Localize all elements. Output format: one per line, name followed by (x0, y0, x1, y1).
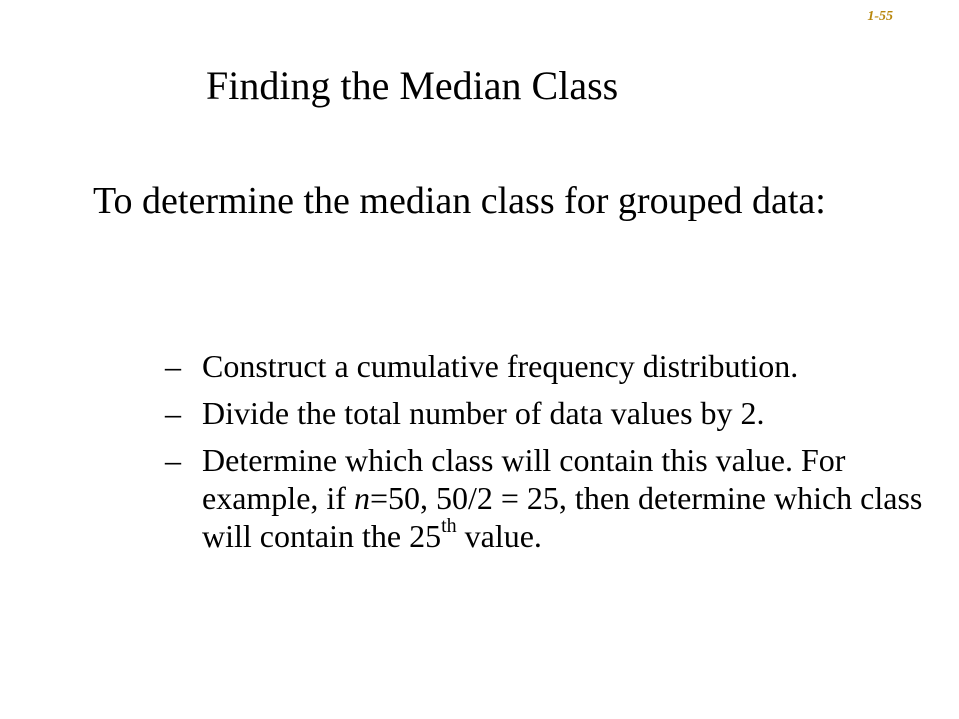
bullet-text: Divide the total number of data values by 2. (202, 395, 765, 431)
slide-title: Finding the Median Class (206, 63, 619, 108)
bullet-text-tail: value. (456, 518, 542, 554)
dash-bullet-icon: – (165, 348, 181, 384)
intro-text: To determine the median class for grouped data: (93, 180, 826, 222)
ordinal-suffix: th (441, 515, 457, 538)
page-number: 1-55 (867, 9, 893, 24)
dash-bullet-icon: – (165, 442, 181, 478)
variable-n: n (353, 480, 370, 516)
bullet-item (165, 347, 925, 385)
bullet-item (165, 441, 925, 555)
bullet-text: Construct a cumulative frequency distribution. (202, 348, 799, 384)
bullet-list (165, 347, 925, 564)
dash-bullet-icon: – (165, 395, 181, 431)
bullet-text-mid: =50, 50/2 = 25, then determine which class will contain the 25 (202, 480, 923, 554)
bullet-text-lead: Determine which class will contain this value. For example, if (202, 442, 846, 516)
bullet-item (165, 394, 925, 432)
